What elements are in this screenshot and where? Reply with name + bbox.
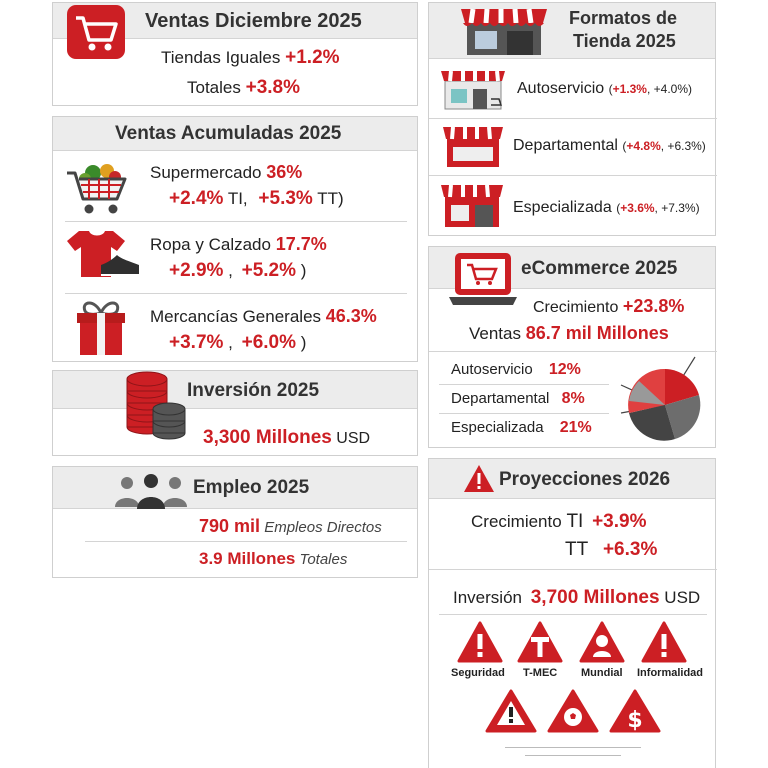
divider: [439, 614, 707, 615]
formato-autoservicio-open: (: [608, 82, 613, 96]
inversion-panel: [52, 370, 418, 456]
ecommerce-title: eCommerce 2025: [521, 258, 678, 279]
ventas-diciembre-header: [53, 3, 417, 39]
ecommerce-panel: [428, 246, 716, 448]
empleo-header: [53, 467, 417, 509]
shopping-cart-icon: [65, 3, 127, 61]
formato-departamental-open: (: [622, 139, 627, 153]
ecommerce-crecimiento-value: +23.8%: [622, 296, 685, 316]
supermercado-ti-suffix: TI,: [227, 189, 248, 208]
divider: [525, 755, 621, 756]
mercancias-ti: +3.7%: [169, 332, 224, 353]
proyecciones-inversion-line: [453, 587, 700, 609]
risk-label-tmec: T-MEC: [523, 667, 558, 679]
proyecciones-ti-line: [471, 511, 646, 533]
shirt-shoe-icon: [67, 229, 141, 285]
risk-label-seguridad: Seguridad: [451, 667, 505, 679]
divider: [429, 118, 717, 119]
ventas-diciembre-panel: [52, 2, 418, 106]
breakdown-label: Especializada: [451, 419, 544, 436]
ecommerce-breakdown-departamental: [451, 390, 585, 408]
divider: [429, 175, 717, 176]
empleos-directos-value: 790 mil: [199, 516, 261, 536]
proyecciones-inversion-unit: USD: [664, 588, 701, 607]
formato-departamental-v1: +4.8%: [626, 139, 661, 153]
mercancias-ti-suffix: ,: [228, 333, 233, 352]
supermercado-label: Supermercado: [150, 163, 262, 182]
mercancias-tt: +6.0%: [241, 332, 297, 353]
divider: [439, 384, 609, 385]
empleos-directos-label: Empleos Directos: [264, 519, 382, 536]
formato-especializada-v1: +3.6%: [620, 201, 655, 215]
empleo-panel: [52, 466, 418, 578]
divider: [65, 293, 407, 294]
ecommerce-header: [429, 247, 715, 289]
gift-box-icon: [71, 299, 131, 357]
ropa-label: Ropa y Calzado: [150, 235, 271, 254]
proyecciones-ti-value: +3.9%: [592, 511, 647, 532]
people-group-icon: [115, 473, 187, 513]
proyecciones-inversion-label: Inversión: [453, 588, 522, 607]
proyecciones-panel: [428, 458, 716, 768]
specialty-store-icon: [441, 183, 503, 229]
empleos-directos-line: [199, 516, 382, 537]
formato-especializada-label: Especializada: [513, 199, 612, 216]
t-warning-icon: [517, 621, 563, 663]
inversion-amount-line: [203, 427, 370, 449]
inversion-amount: 3,300 Millones: [203, 427, 332, 448]
supermercado-ti: +2.4%: [169, 188, 224, 209]
ecommerce-crecimiento-line: [533, 296, 684, 317]
mercancias-share: 46.3%: [325, 306, 377, 326]
ecommerce-breakdown-especializada: [451, 419, 592, 437]
ecommerce-ventas-value: 86.7 mil Millones: [525, 323, 669, 343]
breakdown-label: Autoservicio: [451, 361, 533, 378]
coin-stack-icon: [125, 375, 187, 445]
ropa-share: 17.7%: [275, 234, 327, 254]
risk-label-informalidad: Informalidad: [637, 667, 704, 679]
formato-especializada: [513, 199, 700, 217]
formato-especializada-rest: , +7.3%): [654, 201, 700, 215]
breakdown-value: 21%: [559, 419, 592, 436]
risk-label-mundial: Mundial: [581, 667, 623, 679]
exclamation-warning-icon: [485, 689, 537, 733]
breakdown-value: 8%: [561, 390, 585, 407]
convenience-store-icon: [441, 69, 509, 111]
formato-autoservicio-v1: +1.3%: [612, 82, 647, 96]
storefront-icon: [459, 5, 549, 57]
exclamation-warning-icon: [457, 621, 503, 663]
empleo-title: Empleo 2025: [193, 477, 310, 498]
soccer-ball-warning-icon: [547, 689, 599, 733]
ecommerce-ventas-line: [469, 323, 669, 344]
proyecciones-crec-label: Crecimiento: [471, 512, 562, 531]
supermercado-line2: [169, 188, 344, 210]
ventas-acumuladas-panel: [52, 116, 418, 362]
formato-autoservicio-label: Autoservicio: [517, 80, 605, 97]
pie-chart-icon: [605, 353, 715, 445]
breakdown-label: Departamental: [451, 390, 550, 407]
mercancias-label: Mercancías Generales: [150, 307, 322, 326]
proyecciones-inversion-value: 3,700 Millones: [530, 587, 660, 608]
ropa-ti: +2.9%: [169, 260, 224, 281]
formato-departamental-rest: , +6.3%): [660, 139, 706, 153]
ropa-line2: [169, 260, 306, 282]
divider: [505, 747, 641, 748]
mercancias-tt-suffix: ): [300, 333, 307, 352]
divider: [65, 221, 407, 222]
formatos-header: [429, 3, 715, 59]
totales-line: [187, 77, 300, 99]
supermercado-tt-suffix: TT): [317, 189, 344, 208]
ropa-tt: +5.2%: [241, 260, 297, 281]
proyecciones-header: [429, 459, 715, 499]
ecommerce-breakdown-autoservicio: [451, 361, 581, 379]
inversion-header: [53, 371, 417, 409]
ventas-acumuladas-title: Ventas Acumuladas 2025: [115, 123, 342, 144]
supermercado-share: 36%: [266, 162, 303, 182]
empleos-totales-line: [199, 549, 347, 569]
proyecciones-tt-value: +6.3%: [602, 539, 658, 560]
tiendas-iguales-line: [161, 47, 340, 69]
supermercado-line1: [150, 162, 302, 183]
formatos-title-line2: Tienda 2025: [573, 31, 676, 51]
proyecciones-ti-label: TI: [566, 511, 584, 532]
breakdown-value: 12%: [548, 361, 581, 378]
totales-value: +3.8%: [245, 77, 301, 98]
dollar-warning-icon: [609, 689, 661, 733]
trophy-warning-icon: [579, 621, 625, 663]
mercancias-line2: [169, 332, 306, 354]
department-store-icon: [443, 125, 503, 169]
empleos-totales-label: Totales: [299, 551, 348, 568]
tiendas-iguales-label: Tiendas Iguales: [161, 48, 281, 67]
ventas-diciembre-title: Ventas Diciembre 2025: [145, 10, 362, 32]
divider: [85, 541, 407, 542]
ropa-ti-suffix: ,: [228, 261, 233, 280]
proyecciones-title: Proyecciones 2026: [499, 469, 671, 490]
divider: [429, 351, 717, 352]
divider: [439, 413, 609, 414]
divider: [429, 569, 717, 570]
mercancias-line1: [150, 306, 377, 327]
supermercado-tt: +5.3%: [258, 188, 313, 209]
proyecciones-tt-label: TT: [565, 539, 589, 560]
formato-departamental: [513, 137, 706, 155]
tiendas-iguales-value: +1.2%: [285, 47, 340, 68]
inversion-title: Inversión 2025: [187, 380, 320, 401]
empleos-totales-value: 3.9 Millones: [199, 549, 296, 568]
formatos-panel: [428, 2, 716, 236]
totales-label: Totales: [187, 78, 241, 97]
svg-text:$: $: [627, 708, 643, 733]
proyecciones-tt-line: [565, 539, 657, 561]
formato-especializada-open: (: [616, 201, 621, 215]
ecommerce-crecimiento-label: Crecimiento: [533, 299, 619, 316]
laptop-cart-icon: [449, 251, 517, 309]
shopping-cart-produce-icon: [65, 159, 135, 217]
formatos-title-line1: Formatos de: [569, 8, 678, 28]
ropa-tt-suffix: ): [300, 261, 307, 280]
formato-departamental-label: Departamental: [513, 137, 618, 154]
exclamation-warning-icon: [641, 621, 687, 663]
ventas-acumuladas-header: [53, 117, 417, 151]
warning-icon: [463, 464, 495, 494]
ecommerce-ventas-label: Ventas: [469, 324, 521, 343]
ropa-line1: [150, 234, 327, 255]
inversion-unit: USD: [336, 430, 371, 447]
formato-autoservicio: [517, 80, 692, 98]
formato-autoservicio-rest: , +4.0%): [646, 82, 692, 96]
